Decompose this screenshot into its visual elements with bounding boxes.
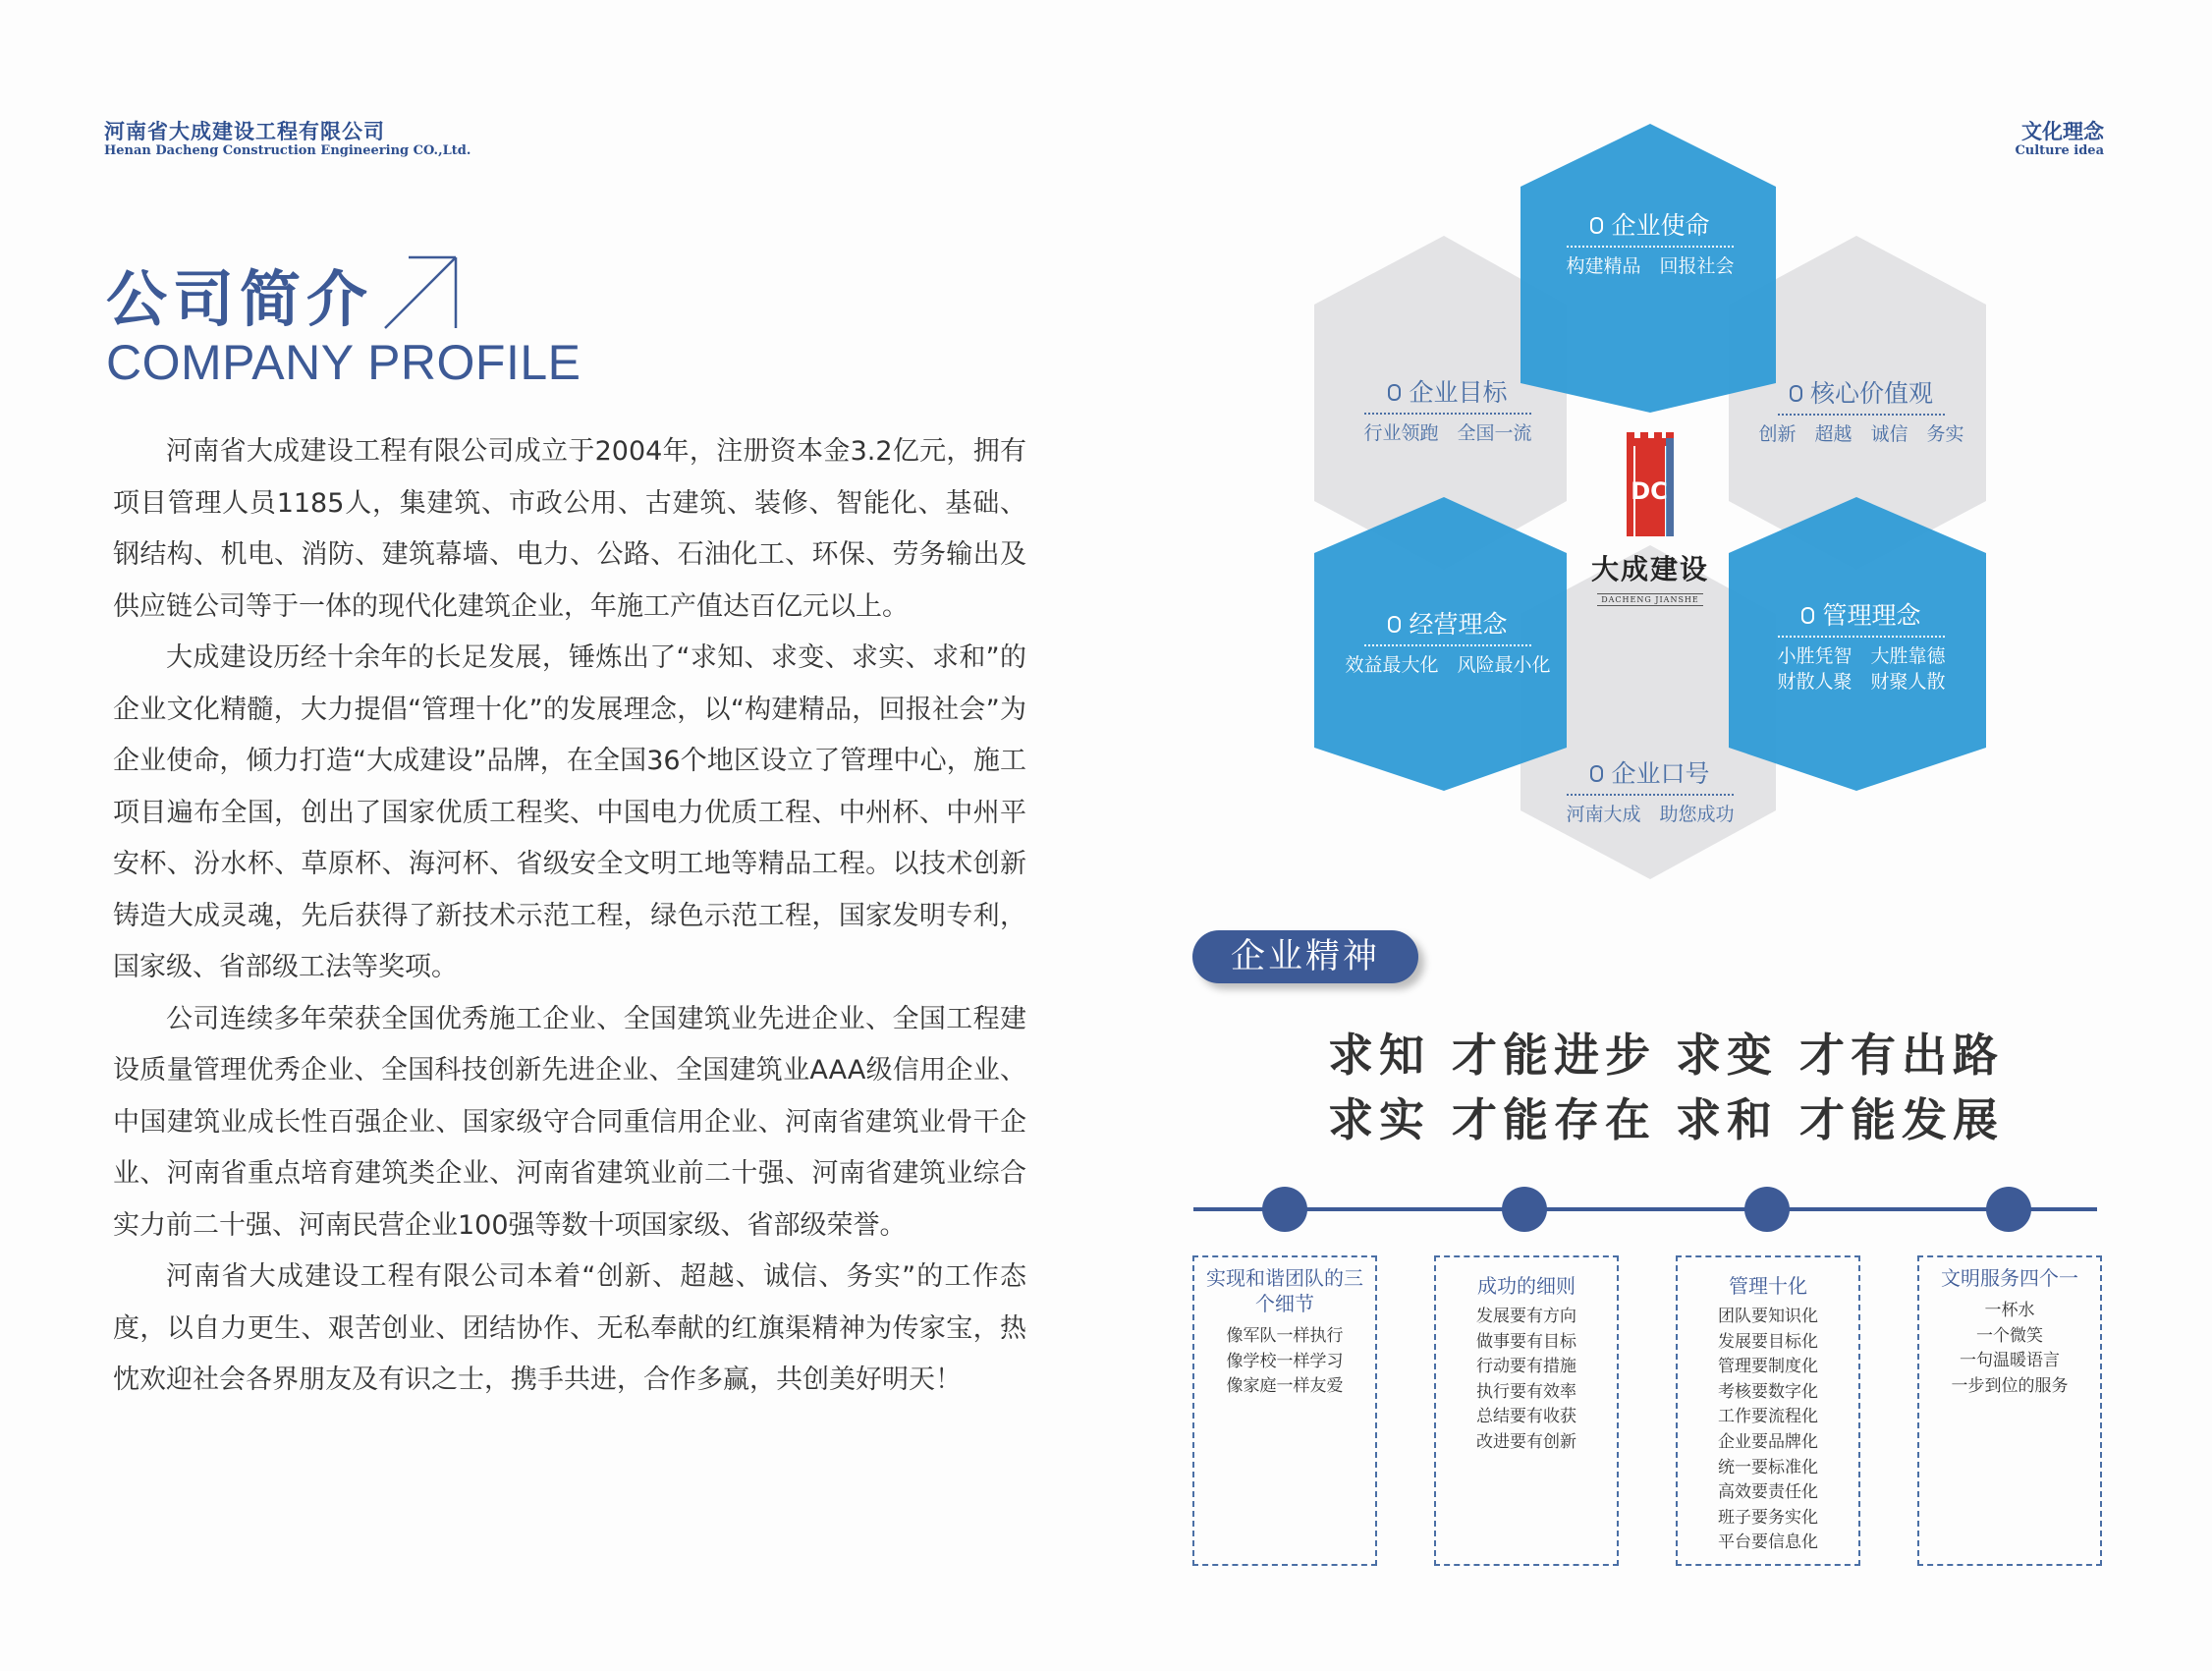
box-item: 班子要务实化 [1718, 1507, 1818, 1528]
business-text: 效益最大化 风险最小化 [1345, 654, 1551, 676]
timeline-dot [1986, 1187, 2031, 1232]
profile-paragraph: 大成建设历经十余年的长足发展，锤炼出了“求知、求变、求实、求和”的企业文化精髓，大力提倡“管理十化”的发展理念，以“构建精品，回报社会”为企业使命，倾力打造“大成建设”品牌，在全国36个地区设立了管理中心，施工项目遍布全国，创出了国家优质工程奖、中国电力优质工程、中州杯、中州平安杯、汾水杯、草原杯、海河杯、省级安全文明工地等精品工程。以技术创新铸造大成灵魂，先后获得了新技术示范工程，绿色示范工程，国家发明专利，国家级、省部级工法等奖项。 [113, 642, 1026, 982]
box-item: 做事要有目标 [1476, 1331, 1576, 1352]
management-title: 管理理念 [1822, 601, 1921, 630]
box-item: 改进要有创新 [1476, 1431, 1576, 1452]
motto-item: 求变 才有出路 [1676, 1029, 2005, 1082]
motto-item: 求实 才能存在 [1328, 1093, 1657, 1146]
company-name-cn: 河南省大成建设工程有限公司 [104, 120, 385, 143]
business-title: 经营理念 [1409, 610, 1508, 639]
box-item: 工作要流程化 [1718, 1407, 1818, 1427]
slogan-block [1532, 754, 1768, 827]
motto-item: 求知 才能进步 [1328, 1029, 1657, 1082]
company-logo [1572, 432, 1729, 606]
box-title: 管理十化 [1729, 1274, 1807, 1298]
hexagon-icon [1388, 384, 1401, 401]
hexagon-icon [1590, 217, 1603, 234]
management-text-2: 财散人聚 财聚人散 [1777, 671, 1946, 693]
mission-text: 构建精品 回报社会 [1566, 255, 1735, 277]
box-item: 平台要信息化 [1718, 1532, 1818, 1553]
values-block [1739, 374, 1984, 447]
page-subtitle: COMPANY PROFILE [106, 335, 581, 390]
box-item: 管理要制度化 [1718, 1357, 1818, 1377]
box-item: 一杯水 [1984, 1301, 2035, 1320]
logo-mark: DC [1631, 477, 1668, 505]
box-title: 成功的细则 [1477, 1274, 1576, 1298]
box-item: 考核要数字化 [1718, 1381, 1818, 1402]
spirit-label: 企业精神 [1192, 930, 1418, 983]
values-text: 创新 超越 诚信 务实 [1758, 423, 1964, 445]
info-box [1676, 1255, 1860, 1566]
arrow-icon [381, 253, 460, 332]
goal-text: 行业领跑 全国一流 [1363, 422, 1532, 444]
logo-name-cn: 大成建设 [1590, 553, 1709, 585]
page-title: 公司简介 [106, 263, 374, 335]
box-item: 一句温暖语言 [1960, 1351, 2060, 1371]
box-item: 行动要有措施 [1476, 1357, 1576, 1377]
management-block [1739, 596, 1984, 695]
logo-name-en: DACHENG JIANSHE [1597, 593, 1703, 606]
profile-paragraph: 公司连续多年荣获全国优秀施工企业、全国建筑业先进企业、全国工程建设质量管理优秀企业、全国科技创新先进企业、全国建筑业AAA级信用企业、中国建筑业成长性百强企业、国家级守合同重信用企业、河南省建筑业骨干企业、河南省重点培育建筑类企业、河南省建筑业前二十强、河南省建筑业综合实力前二十强、河南民营企业100强等数十项国家级、省部级荣誉。 [113, 1003, 1026, 1241]
box-item: 总结要有收获 [1476, 1407, 1576, 1427]
hexagon-icon [1590, 765, 1603, 782]
box-title: 文明服务四个一 [1941, 1266, 2078, 1290]
box-item: 像家庭一样友爱 [1226, 1376, 1344, 1397]
timeline-dot [1262, 1187, 1307, 1232]
profile-paragraph: 河南省大成建设工程有限公司本着“创新、超越、诚信、务实”的工作态度，以自力更生、艰苦创业、团结协作、无私奉献的红旗渠精神为传家宝，热忱欢迎社会各界朋友及有识之士，携手共进，合作多赢，共创美好明天！ [113, 1261, 1026, 1395]
motto-item: 求和 才能发展 [1676, 1093, 2005, 1146]
dc-logo-icon [1621, 432, 1680, 538]
section-title-cn: 文化理念 [2021, 120, 2104, 143]
box-item: 发展要有方向 [1476, 1307, 1576, 1326]
section-title-en: Culture idea [2015, 143, 2104, 158]
box-item: 团队要知识化 [1718, 1307, 1818, 1326]
company-name-en: Henan Dacheng Construction Engineering CO.,Ltd. [104, 143, 471, 158]
hexagon-icon [1801, 607, 1814, 624]
box-item: 一个微笑 [1976, 1325, 2043, 1346]
profile-paragraph: 河南省大成建设工程有限公司成立于2004年，注册资本金3.2亿元，拥有项目管理人员1185人，集建筑、市政公用、古建筑、装修、智能化、基础、钢结构、机电、消防、建筑幕墙、电力、公路、石油化工、环保、劳务输出及供应链公司等于一体的现代化建筑企业，年施工产值达百亿元以上。 [113, 436, 1026, 622]
box-item: 发展要目标化 [1718, 1331, 1818, 1352]
hexagon-icon [1790, 385, 1802, 402]
info-box [1917, 1255, 2102, 1566]
timeline [1193, 1185, 2097, 1234]
mission-title: 企业使命 [1611, 211, 1710, 240]
mission-block [1532, 206, 1768, 279]
management-text-1: 小胜凭智 大胜靠德 [1777, 645, 1946, 667]
values-title: 核心价值观 [1809, 379, 1933, 408]
box-item: 执行要有效率 [1476, 1381, 1576, 1402]
goal-title: 企业目标 [1409, 378, 1508, 407]
box-item: 像军队一样执行 [1226, 1326, 1344, 1346]
box-item: 统一要标准化 [1718, 1457, 1818, 1477]
goal-block [1330, 373, 1566, 446]
box-item: 像学校一样学习 [1226, 1351, 1344, 1371]
info-box [1434, 1255, 1619, 1566]
business-block [1325, 605, 1571, 678]
timeline-dot [1502, 1187, 1547, 1232]
slogan-text: 河南大成 助您成功 [1566, 804, 1735, 825]
box-item: 一步到位的服务 [1951, 1375, 2069, 1396]
slogan-title: 企业口号 [1611, 759, 1710, 788]
timeline-dot [1744, 1187, 1790, 1232]
box-title: 实现和谐团队的三个细节 [1206, 1266, 1363, 1315]
info-box [1192, 1255, 1377, 1566]
box-item: 高效要责任化 [1718, 1482, 1818, 1503]
profile-body [113, 426, 1026, 1407]
hexagon-icon [1388, 616, 1401, 633]
box-item: 企业要品牌化 [1718, 1431, 1818, 1452]
